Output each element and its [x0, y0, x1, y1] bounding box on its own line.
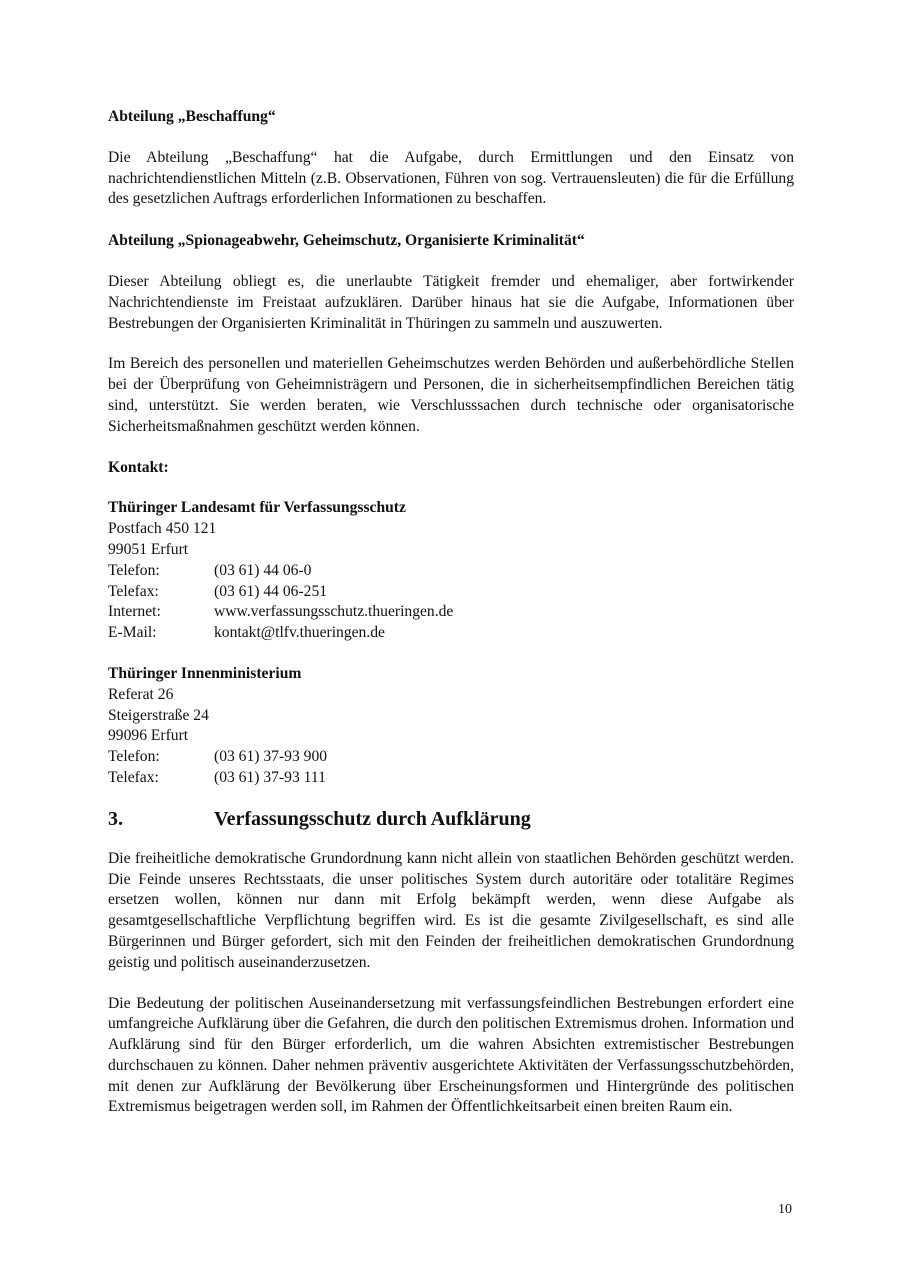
contact-phone-value: (03 61) 44 06-0	[214, 561, 312, 579]
heading-spionageabwehr: Abteilung „Spionageabwehr, Geheimschutz, Organisierte Kriminalität“	[108, 232, 585, 250]
contact-address-line: Referat 26	[108, 685, 174, 703]
contact-phone-value: (03 61) 37-93 900	[214, 748, 328, 766]
paragraph-beschaffung: Die Abteilung „Beschaffung“ hat die Aufgabe, durch Ermittlungen und den Einsatz von nachrichtendienstlichen Mitteln (z.B. Observationen, Führen von sog. Vertrauensleuten) die für die Erfüllung des gesetzlichen Auftrags erforderlichen Informationen zu beschaffen.	[108, 148, 794, 208]
contact-fax-row	[108, 582, 794, 603]
contact-address-line: 99051 Erfurt	[108, 540, 189, 558]
contact-internet-row	[108, 602, 794, 623]
contact-label: Telefax:	[108, 582, 159, 600]
section-title: Verfassungsschutz durch Aufklärung	[214, 807, 531, 830]
paragraph-spionageabwehr-1: Dieser Abteilung obliegt es, die unerlaubte Tätigkeit fremder und ehemaliger, aber fortwirkender Nachrichtendienste im Freistaat aufzuklären. Darüber hinaus hat sie die Aufgabe, Informationen über Bestrebungen der Organisierten Kriminalität in Thüringen zu sammeln und auszuwerten.	[108, 272, 794, 332]
contact-block-landesamt	[108, 498, 794, 644]
contact-fax-row	[108, 768, 794, 789]
contact-name: Thüringer Innenministerium	[108, 664, 302, 682]
contact-address-line: Steigerstraße 24	[108, 706, 209, 724]
contact-heading: Kontakt:	[108, 458, 169, 476]
contact-phone-row	[108, 561, 794, 582]
contact-label: E-Mail:	[108, 624, 157, 642]
section-number: 3.	[108, 807, 123, 830]
contact-label: Telefax:	[108, 768, 159, 786]
contact-email-link[interactable]: kontakt@tlfv.thueringen.de	[214, 624, 385, 642]
contact-phone-row	[108, 747, 794, 768]
contact-block-innenministerium	[108, 664, 794, 789]
page-number: 10	[778, 1202, 792, 1217]
paragraph-aufklaerung-2: Die Bedeutung der politischen Auseinandersetzung mit verfassungsfeindlichen Bestrebungen erfordert eine umfangreiche Aufklärung über die Gefahren, die durch den politischen Extremismus drohen. Information und Aufklärung sind für den Bürger erforderlich, um die wahren Absichten extremistischer Bestrebungen durchschauen zu können. Daher nehmen präventiv ausgerichtete Aktivitäten der Verfassungsschutzbehörden, mit denen zur Aufklärung der Bevölkerung über Erscheinungsformen und Hintergründe des politischen Extremismus beigetragen werden soll, im Rahmen der Öffentlichkeitsarbeit einen breiten Raum ein.	[108, 994, 794, 1116]
contact-address-line: 99096 Erfurt	[108, 727, 189, 745]
contact-label: Telefon:	[108, 561, 160, 579]
contact-fax-value: (03 61) 44 06-251	[214, 582, 328, 600]
contact-fax-value: (03 61) 37-93 111	[214, 768, 326, 786]
contact-address-line: Postfach 450 121	[108, 520, 217, 538]
section-3-heading	[108, 806, 794, 832]
heading-beschaffung: Abteilung „Beschaffung“	[108, 108, 276, 125]
contact-name: Thüringer Landesamt für Verfassungsschutz	[108, 499, 406, 517]
paragraph-aufklaerung-1: Die freiheitliche demokratische Grundordnung kann nicht allein von staatlichen Behörden geschützt werden. Die Feinde unseres Rechtsstaats, die unser politisches System durch autoritäre oder totalitäre Regimes ersetzen wollen, können nur dann mit Erfolg bekämpft werden, wenn diese Aufgabe als gesamtgesellschaftliche Verpflichtung begriffen wird. Es ist die gesamte Zivilgesellschaft, es sind alle Bürgerinnen und Bürger gefordert, sich mit den Feinden der freiheitlichen demokratischen Grundordnung geistig und politisch auseinanderzusetzen.	[108, 849, 794, 971]
document-page	[108, 107, 794, 1118]
contact-website-link[interactable]: www.verfassungsschutz.thueringen.de	[214, 603, 454, 621]
paragraph-spionageabwehr-2: Im Bereich des personellen und materiellen Geheimschutzes werden Behörden und außerbehördliche Stellen bei der Überprüfung von Geheimnisträgern und Personen, die in sicherheitsempfindlichen Bereichen tätig sind, unterstützt. Sie werden beraten, wie Verschlusssachen durch technische oder organisatorische Sicherheitsmaßnahmen geschützt werden können.	[108, 355, 794, 435]
contact-email-row	[108, 623, 794, 644]
contact-label: Internet:	[108, 603, 161, 621]
contact-label: Telefon:	[108, 748, 160, 766]
